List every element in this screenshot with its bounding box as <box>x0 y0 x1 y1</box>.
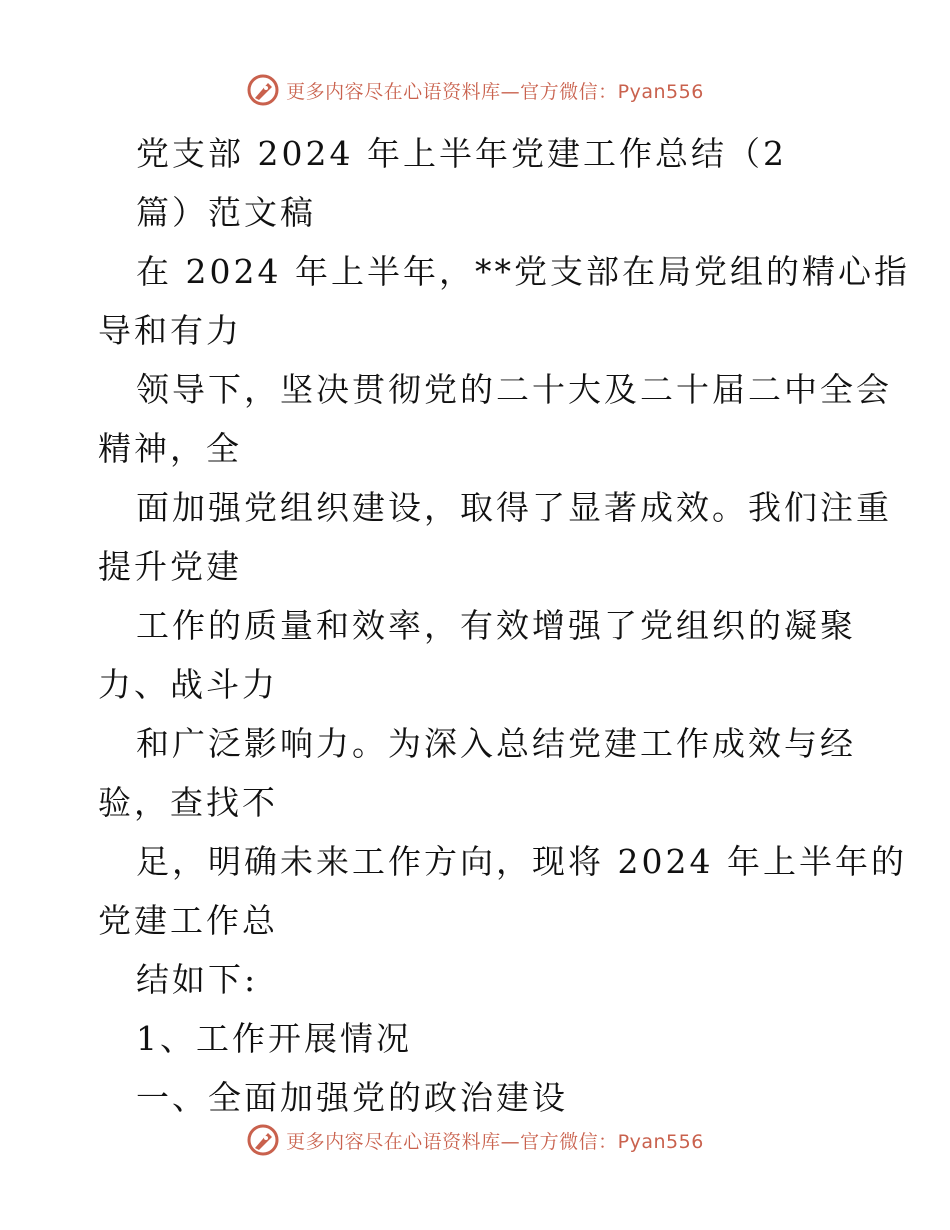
text-line: 力、战斗力 <box>98 665 278 704</box>
text-line: 工作的质量和效率，有效增强了党组织的凝聚 <box>136 606 856 645</box>
text-line: 篇）范文稿 <box>136 193 316 232</box>
watermark-header <box>0 68 950 112</box>
text-line: 面加强党组织建设，取得了显著成效。我们注重 <box>136 488 892 527</box>
text-line: 结如下: <box>136 960 259 999</box>
text-line: 1、工作开展情况 <box>136 1019 412 1058</box>
text-line: 提升党建 <box>98 547 242 586</box>
pen-nib-circle-icon <box>246 1123 280 1157</box>
watermark-text: 更多内容尽在心语资料库—官方微信：Pyan556 <box>286 1130 704 1153</box>
document-body <box>98 124 910 1127</box>
pen-nib-circle-icon <box>246 73 280 107</box>
text-line: 一、全面加强党的政治建设 <box>136 1078 568 1117</box>
watermark-text: 更多内容尽在心语资料库—官方微信：Pyan556 <box>286 80 704 103</box>
text-line: 导和有力 <box>98 311 242 350</box>
watermark-footer <box>0 1118 950 1162</box>
text-line: 验，查找不 <box>98 783 278 822</box>
text-line: 精神，全 <box>98 429 242 468</box>
text-line: 在 2024 年上半年，**党支部在局党组的精心指 <box>136 252 910 291</box>
text-line: 和广泛影响力。为深入总结党建工作成效与经 <box>136 724 856 763</box>
text-line: 足，明确未来工作方向，现将 2024 年上半年的 <box>136 842 907 881</box>
text-line: 党建工作总 <box>98 901 278 940</box>
text-line: 党支部 2024 年上半年党建工作总结（2 <box>136 134 787 173</box>
text-line: 领导下，坚决贯彻党的二十大及二十届二中全会 <box>136 370 892 409</box>
